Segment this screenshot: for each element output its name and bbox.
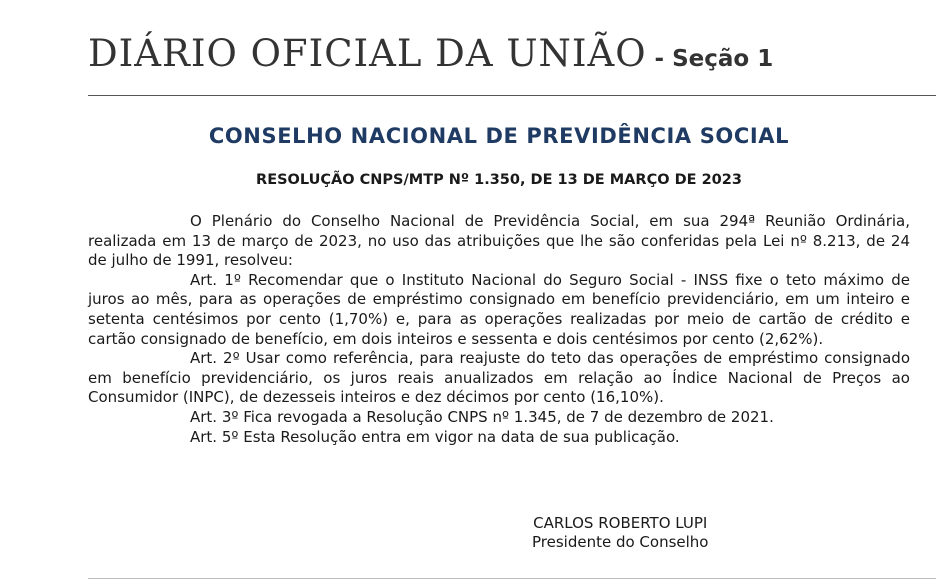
resolution-title: RESOLUÇÃO CNPS/MTP Nº 1.350, DE 13 DE MARÇO DE 2023 [256,172,742,188]
organization-heading: CONSELHO NACIONAL DE PREVIDÊNCIA SOCIAL [208,124,790,148]
article-1-paragraph: Art. 1º Recomendar que o Instituto Nacional do Seguro Social - INSS fixe o teto máximo de juros ao mês, para as operações de empréstimo consignado em benefício previdenciário, em um inteiro e setenta centésimos por cento (1,70%) e, para as operações realizadas por meio de cartão de crédito e cartão consignado de benefício, em dois inteiros e sessenta e dois centésimos por cento (2,62%). [88,270,910,348]
masthead [88,32,773,75]
preamble-paragraph: O Plenário do Conselho Nacional de Previdência Social, em sua 294ª Reunião Ordinária, realizada em 13 de março de 2023, no uso das atribuições que lhe são conferidas pela Lei nº 8.213, de 24 de julho de 1991, resolveu: [88,212,910,270]
signatory-name: CARLOS ROBERTO LUPI [533,514,708,532]
masthead-title: DIÁRIO OFICIAL DA UNIÃO [88,32,647,75]
signature-block [532,514,708,552]
signatory-role: Presidente do Conselho [532,533,709,551]
resolution-body [88,212,910,447]
footer-divider [88,578,936,579]
article-5-paragraph: Art. 5º Esta Resolução entra em vigor na data de sua publicação. [190,427,680,446]
masthead-section: - Seção 1 [654,46,774,72]
article-3-paragraph: Art. 3º Fica revogada a Resolução CNPS nº 1.345, de 7 de dezembro de 2021. [190,407,774,426]
article-2-paragraph: Art. 2º Usar como referência, para reajuste do teto das operações de empréstimo consignado em benefício previdenciário, os juros reais anualizados em relação ao Índice Nacional de Preços ao Consumidor (INPC), de dezesseis inteiros e dez décimos por cento (16,10%). [88,349,910,407]
header-divider [88,95,936,96]
